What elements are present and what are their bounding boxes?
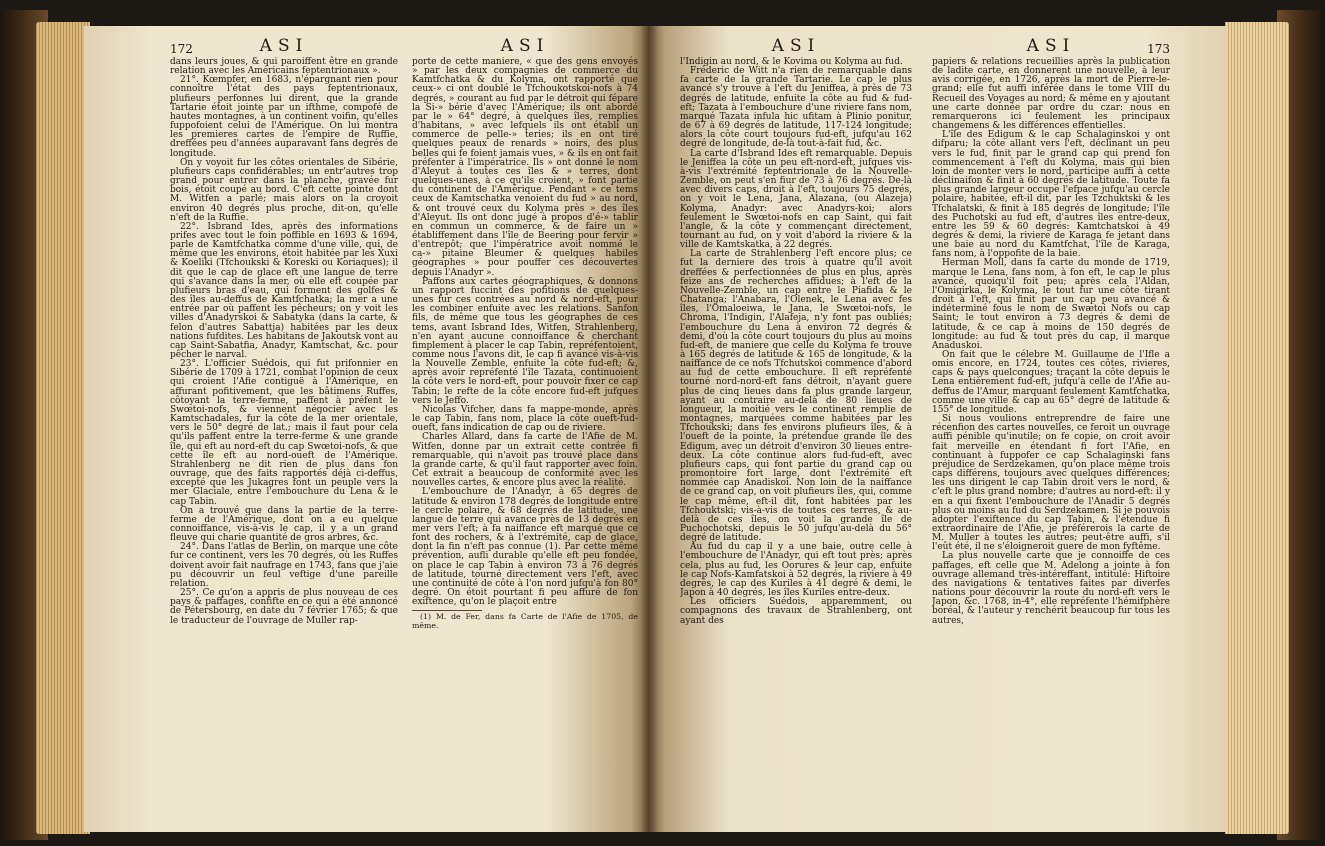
paragraph: porte de cette maniere, « que des gens envoyés » par les deux compagnies de commerce du Kamtfchatka & du Kolyma, ont rapporté que ceux-» ci ont doublé le Tfchoukotskoi-nofs à 74 degrés, » courant au fud par le détroit qui fépare la Si-» bérie d'avec l'Amérique; ils ont abordé par le » 64° degré, à quelques îles, remplies d'habitans, » avec lefquels ils ont établi un commerce de pelle-» teries; ils en ont tiré quelques peaux de renards » noirs, des plus belles qui fe foient jamais vues, » & ils en ont fait préfenter à l'impératrice. Ils » ont donné le nom d'Aleyut à toutes ces îles & » terres, dont quelques-unes, à ce qu'ils croient, » font partie du continent de l'Amérique. Pendant » ce tems ceux de Kamtschatka venoient du fud » au nord, & ont trouvé ceux du Kolyma près » des îles d'Aleyut. Ils ont donc jugé à propos d'é-» tablir en commun un commerce, & de faire un » établiffement dans l'île de Beering pour fervir » d'entrepôt; que l'impératrice avoit nommé le ca-» pitaine Bleumer & quelques habiles géographes » pour pouffer ces découvertes depuis l'Anadyr ». — [412, 57, 638, 278]
running-head: ASI — [1026, 36, 1076, 56]
paragraph: Nicolas Vifcher, dans fa mappe-monde, après le cap Tabin, fans nom, place la côte oueft-fud-oueft, fans indication de cap ou de riviere. — [412, 404, 638, 434]
paragraph: Herman Moll, dans fa carte du monde de 1719, marque le Lena, fans nom, à fon eft, le cap le plus avancé, quoiqu'il foit peu; après cela l'Aldan, l'Omigirka, le Kolyma, le tout fur une côte tirant droit à l'eft, qui finit par un cap peu avancé & indéterminé fous le nom de Swætoi Nofs ou cap Saint; le tout environ à 73 degrés & demi de latitude, & ce cap à moins de 150 degrés de longitude: au fud & tout près du cap, il marque Anaduskoi. — [932, 258, 1170, 351]
right-page-header-b — [932, 36, 1170, 56]
paragraph: La carte d'Isbrand Ides eft remarquable. Depuis le Jeniffea la côte un peu eft-nord-eft, jufques vis-à-vis l'extrémité feptentrionale de la Nouvelle-Zemble, on peut s'en fiur de 73 à 76 degrés. De-là avec divers caps, droit à l'eft, toujours 75 degrés, on y voit le Lena, Jana, Alazana, (ou Alazeja) Kolyma, Anadyr: avec Anadyrs-koi; alors feulement le Swœtoi-nofs en cap Saint, qui fait l'angle, & la côte y commençant directement, tournant au fud, on y voit d'abord la riviere & la ville de Kamtskatka, à 22 degrés. — [680, 148, 912, 251]
left-page — [84, 26, 648, 832]
left-page-header-b — [412, 36, 638, 56]
left-page-column-a — [170, 36, 398, 626]
column-text — [170, 58, 398, 626]
column-text — [412, 58, 638, 607]
paragraph: Fréderic de Witt n'a rien de remarquable dans fa carte de la grande Tartarie. Le cap le plus avancé s'y trouve à l'eft du Jeniffea, à près de 73 degrés de latitude, enfuite la côte au fud & fud-eft; Tazata à l'embouchure d'une riviere fans nom, marqué Tazata infula hic ufitam à Plinio ponitur, de 67 à 69 degrés de latitude, 117-124 longitude; alors la côte court toujours fud-eft, jufqu'au 162 degré de longitude, de-là tout-à-fait fud, &c. — [680, 66, 912, 150]
paragraph: Au fud du cap il y a une baie, outre celle à l'embouchure de l'Anadyr, qui eft tout près; après cela, plus au fud, les Oorures & leur cap, enfuite le cap Nofs-Kamfatskoi à 52 degrés, la riviere à 49 degrés, le cap des Kuriles à 41 degré & demi, le Japon à 40 degrés, les îles Kuriles entre-deux. — [680, 542, 912, 599]
paragraph: Les officiers Suédois, apparemment, ou compagnons des travaux de Strahlenberg, ont ayant des — [680, 597, 912, 626]
running-head: ASI — [500, 36, 550, 56]
page-edges-left — [36, 22, 90, 834]
paragraph: La plus nouvelle carte que je connoiffe de ces paffages, eft celle que M. Adelong a jointe à fon ouvrage allemand très-intéreffant, intitulé: Hiftoire des navigations & tentatives faites par diverfes nations pour découvrir la route du nord-eft vers le Japon, &c. 1768, in-4°, elle repréfente l'hémifphère boréal, & l'auteur y renchérit beaucoup fur tous les autres, — [932, 551, 1170, 626]
footnote — [412, 613, 638, 630]
paragraph: 22°. Isbrand Ides, après des informations prifes avec tout le foin poffible en 1693 & 1694, parle de Kamtfchatka comme d'une ville, qui, de même que les environs, étoit habitée par les Xuxi & Koeliki (Tfchoukski & Koreski ou Koriaques); il dit que le cap de glace eft une langue de terre qui s'avance dans la mer, où elle eft coupée par plufieurs bras d'eau, qui forment des golfes & des îles au-deffus de Kamtfchatka; la mer a une entrée par où paffent les pêcheurs; on y voit les villes d'Anadyrskoi & Sabatyka (dans la carte, & felon d'autres Sabattja) habitées par les deux nations fufdites. Les habitans de Jakoutsk vont au cap Saint-Sabatfia, Anadyr, Kamtschat, &c. pour pêcher le narval. — [170, 221, 398, 360]
paragraph: Si nous voulions entreprendre de faire une récenfion des cartes nouvelles, ce feroit un ouvrage auffi pénible qu'inutile; on fe copie, on croit avoir fait merveille en étendant fi fort l'Afie, en continuant à fuppofer ce cap Schalaginski fans préjudice de Serdzekamen, qu'on place même trois caps différens, toujours avec quelques différences; les uns dirigent le cap Tabin droit vers le nord, & c'eft le plus grand nombre; d'autres au nord-eft: il y en a qui fixent l'embouchure de l'Anadir 5 degrés plus ou moins au fud du Serdzekamen. Si je pouvois adopter l'exiftence du cap Tabin, & l'étendue fi extraordinaire de l'Afie, je préférerois la carte de M. Muller à toutes les autres; peut-être auffi, s'il l'eût été, il ne s'éloigneroit guere de mon fyftême. — [932, 414, 1170, 553]
right-page-header — [680, 36, 912, 56]
paragraph: l'Indigin au nord, & le Kovima ou Kolyma au fud. — [680, 57, 903, 67]
footnote-rule — [412, 610, 482, 611]
running-head: ASI — [771, 36, 821, 56]
right-page-column-a — [680, 36, 912, 626]
paragraph: Paffons aux cartes géographiques, & donnons un rapport fuccint des pofitions de quelques-unes fur ces contrées au nord & nord-eft, pour les combiner enfuite avec les relations. Sanfon fils, de même que tous les géographes de ces tems, avant Isbrand Ides, Witfen, Strahlenberg, n'en ayant aucune connoiffance & cherchant fimplement à placer le cap Tabin, repréfentoient, comme nous l'avons dit, le cap fi avancé vis-à-vis la Nouvelle Zemble, enfuite la côte fud-eft; &, après avoir repréfenté l'île Tazata, continuoient la côte vers le nord-eft, pour pouvoir fixer ce cap Tabin; le refte de la côte encore fud-eft jufques vers le Jeffo. — [412, 276, 638, 406]
paragraph: 24°. Dans l'atlas de Berlin, on marque une côte fur ce continent, vers les 70 degrés, où les Ruffes doivent avoir fait naufrage en 1743, fans que j'aie pu découvrir un feul veftige d'une pareille relation. — [170, 542, 398, 589]
paragraph: 25°. Ce qu'on a appris de plus nouveau de ces pays & paffages, confifte en ce qui a été annoncé de Pétersbourg, en date du 7 février 1765; & que le traducteur de l'ouvrage de Muller rap- — [170, 588, 398, 626]
paragraph: Charles Allard, dans fa carte de l'Afie de M. Witfen, donne par un extrait cette contrée fi remarquable, qui n'avoit pas trouvé place dans la grande carte, & qu'il faut rapporter avec foin. Cet extrait a beaucoup de conformité avec les nouvelles cartes, & encore plus avec la réalité. — [412, 432, 638, 489]
paragraph: L'embouchure de l'Anadyr, à 65 degrés de latitude & environ 178 degrés de longitude entre le cercle polaire, & 68 degrés de latitude, une langue de terre qui avance près de 13 degrés en mer vers l'eft; à fa naiffance eft marqué que ce font des rochers, & à l'extrémité, cap de glace, dont la fin n'eft pas connue (1). Par cette même prévention, aufli durable qu'elle eft peu fondée, on place le cap Tabin à environ 73 à 76 degrés de latitude, tourné directement vers l'eft, avec une continuité de côte à l'on nord jufqu'à fon 80° degré. On étoit pourtant fi peu affuré de fon exiftence, qu'on le plaçoit entre — [412, 487, 638, 608]
right-page-column-b — [932, 36, 1170, 626]
footnote-text: (1) M. de Fer, dans fa Carte de l'Afie de 1705, de même. — [412, 612, 638, 630]
paragraph: On y voyoit fur les côtes orientales de Sibérie, plufieurs caps confidérables; un entr'autres trop grand pour entrer dans la planche, gravée fur bois, étoit coupé au bord. C'eft cette pointe dont M. Witfen a parlé; mais alors on la croyoit environ 40 degrés plus proche, dit-on, qu'elle n'eft de la Ruffie. — [170, 157, 398, 223]
paragraph: On a trouvé que dans la partie de la terre-ferme de l'Amérique, dont on a eu quelque connoiffance, vis-à-vis le cap, il y a un grand fleuve qui charie quantité de gros arbres, &c. — [170, 505, 398, 544]
left-page-column-b — [412, 36, 638, 630]
page-number: 172 — [170, 42, 193, 56]
book-gutter — [640, 26, 658, 832]
column-text — [932, 58, 1170, 626]
column-text — [680, 58, 912, 626]
paragraph: 21°. Kœmpfer, en 1683, n'épargnant rien pour connoître l'état des pays feptentrionaux, plufieurs perfonnes lui dirent, que la grande Tartarie étoit jointe par un ifthme, compofé de hautes montagnes, à un continent voifin, qu'elles fuppofoient celui de l'Amérique. On lui montra les premieres cartes de l'empire de Ruffie, dreffées peu d'années auparavant fans degrés de longitude. — [170, 75, 398, 159]
left-page-header — [170, 36, 398, 56]
running-head: ASI — [259, 36, 309, 56]
paragraph: 23°. L'officier Suédois, qui fut prifonnier en Sibérie de 1709 à 1721, combat l'opinion de ceux qui croient l'Afie contiguë à l'Amérique, en affurant pofitivement, que les bâtimens Ruffes, côtoyant la terre-ferme, paffent à préfent le Swœtoi-nofs, & viennent négocier avec les Kamtschadales, fur la côte de la mer orientale, vers le 50° degré de lat.; mais il faut pour cela qu'ils paffent entre la terre-ferme & une grande île, qui eft au nord-eft du cap Swœtoi-nofs, & que cette île eft au nord-oueft de l'Amérique. Strahlenberg ne dit rien de plus dans fon ouvrage, que des faits rapportés déjà ci-deffus, excepté que les Jukagres font un peuple vers la mer Glaciale, entre l'embouchure du Lena & le cap Tabin. — [170, 359, 398, 507]
paragraph: papiers & relations recueillies après la publication de ladite carte, en donnerent une nouvelle, à leur avis corrigée, en 1726, après la mort de Pierre-le-grand; elle fut auffi inférée dans le tome VIII du Recueil des Voyages au nord; & même en y ajoutant une carte donnée par ordre du czar: nous en remarquerons ici feulement les principaux changemens & les différences effentielles. — [932, 57, 1170, 132]
paragraph: On fait que le célebre M. Guillaume de l'Ifle a omis encore, en 1724, toutes ces côtes, rivieres, caps & pays quelconques; traçant la côte depuis le Lena entièrement fud-eft, jufqu'à celle de l'Afie au-deffus de l'Amur, marquant feulement Kamtfchatka, comme une ville & cap au 65° degré de latitude & 155° de longitude. — [932, 350, 1170, 415]
paragraph: La carte de Strahlenberg l'eft encore plus; ce fut la derniere des trois à quatre qu'il avoit dreffées & perfectionnées de plus en plus, après feize ans de recherches affidues; à l'eft de la Nouvelle-Zemble, un cap entre le Piafida & le Chatanga; l'Anabara, l'Olenek, le Lena avec fes îles, l'Omaloeiwa, le Jana, le Swœtoi-nofs, le Chroma, l'Indigin, l'Alafeja, n'y font pas oubliés; l'embouchure du Lena à environ 72 degrés & demi, d'où la côte court toujours du plus au moins fud-eft, de maniere que celle du Kolyma fe trouve à 165 degrés de latitude & 165 de longitude, & la naiffance de ce nofs Tfchutskoi commence d'abord au fud de cette embouchure. Il eft repréfenté tourné nord-nord-eft fans détroit, n'ayant guere plus de cinq lieues dans fa plus grande largeur, ayant au contraire au-delà de 80 lieues de longueur, la moitié vers le continent remplie de montagnes, marquées comme habitées par les Tfchoukski; dans fes environs plufieurs îles, & à l'oueft de la pointe, la prétendue grande île des Edigum, avec un détroit d'environ 30 lieues entre-deux. La côte continue alors fud-fud-eft, avec plufieurs caps, qui font partie du grand cap ou promontoire fort large, dont l'extrémité eft nommée cap Anadiskoi. Non loin de la naiffance de ce grand cap, on voit plufieurs îles, qui, comme le cap même, eft-il dit, font habitées par les Tfchouktski; vis-à-vis de toutes ces terres, & au-delà de ces îles, on voit la grande île de Puchochotski, depuis le 50 jufqu'au-delà du 56° degré de latitude. — [680, 249, 912, 544]
paragraph: L'île des Edigum & le cap Schalaginskoi y ont difparu; la côte allant vers l'eft, déclinant un peu vers le fud, finit par le grand cap qui prend fon commencement à l'eft du Kolyma, mais qui bien loin de monter vers le nord, participe auffi à cette déclinaifon & finit à 60 degrés de latitude. Toute fa plus grande largeur occupe l'efpace jufqu'au cercle polaire, habitée, eft-il dit, par les Tzchuktski & les Tfchalatski, & finit à 185 degrés de longitude; l'île des Puchotski au fud eft, d'autres îles entre-deux, entre les 59 & 60 degrés: Kamtchatskoi à 49 degrés & demi, la riviere de Karaga fe jetant dans une baie au nord du Kamtfchat, l'île de Karaga, fans nom, à l'oppofite de la baie. — [932, 130, 1170, 260]
page-number: 173 — [1147, 42, 1170, 56]
page-edges-right — [1225, 22, 1289, 834]
paragraph: dans leurs joues, & qui paroiffent être en grande relation avec les Américains feptentrionaux ». — [170, 57, 398, 77]
right-page — [648, 26, 1226, 832]
